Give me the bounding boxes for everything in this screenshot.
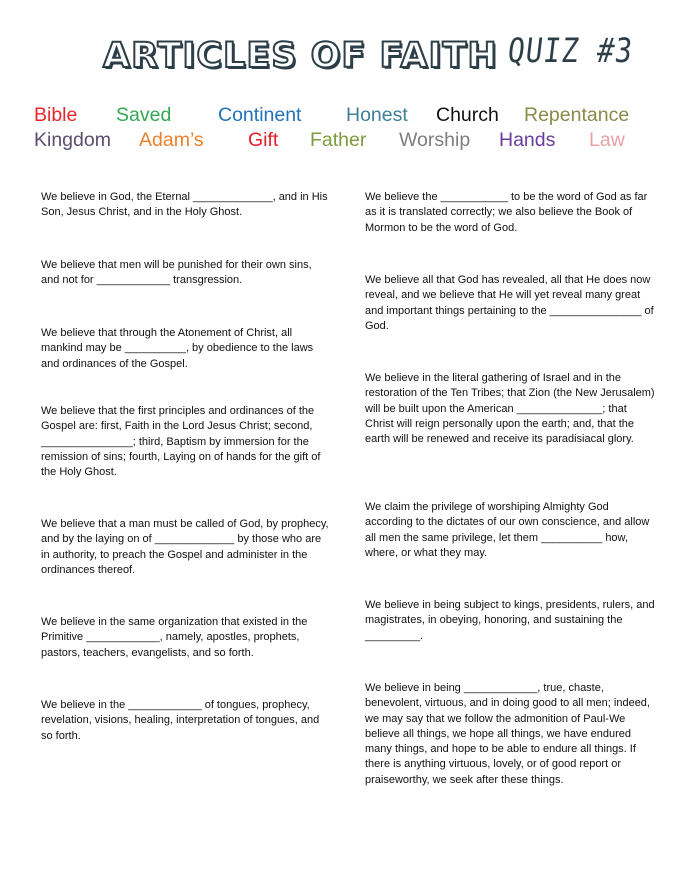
word-bank-word: Church: [436, 104, 499, 126]
article-paragraph: We believe in the same organization that existed in the Primitive ____________, namely, apostles, prophets, pastors, teachers, evangelists, and so forth.: [41, 616, 308, 659]
word-bank: [34, 103, 674, 153]
word-bank-row-2: [34, 128, 674, 153]
word-bank-word: Saved: [116, 104, 172, 126]
word-bank-word: Hands: [499, 129, 556, 151]
article-paragraph: We believe in God, the Eternal _____________, and in His Son, Jesus Christ, and in the Holy Ghost.: [41, 191, 328, 219]
word-bank-word: Kingdom: [34, 129, 111, 151]
page-title: ARTICLES OF FAITH: [103, 36, 498, 76]
word-bank-word: Bible: [34, 104, 78, 126]
quiz-number-label: QUIZ #3: [505, 30, 636, 71]
word-bank-word: Honest: [346, 104, 408, 126]
word-bank-word: Gift: [248, 129, 279, 151]
article-paragraph: We believe in being subject to kings, presidents, rulers, and magistrates, in obeying, honoring, and sustaining the _________.: [365, 599, 655, 642]
article-paragraph: We believe in the ____________ of tongues, prophecy, revelation, visions, healing, interpretation of tongues, and so forth.: [41, 699, 320, 742]
word-bank-word: Worship: [399, 129, 471, 151]
article-paragraph: We believe that men will be punished for their own sins, and not for ____________ transgression.: [41, 259, 312, 287]
word-bank-word: Adam’s: [139, 129, 204, 151]
word-bank-word: Law: [589, 129, 625, 151]
word-bank-word: Continent: [218, 104, 302, 126]
article-paragraph: We believe in the literal gathering of Israel and in the restoration of the Ten Tribes; that Zion (the New Jerusalem) will be built upon the American ______________; that Christ will reign personally upon the earth; and, that the earth will be renewed and receive its paradisiacal glory.: [365, 372, 655, 446]
article-paragraph: We believe that the first principles and ordinances of the Gospel are: first, Faith in the Lord Jesus Christ; second, _______________; third, Baptism by immersion for the remission of sins; fourth, Laying on of hands for the gift of the Holy Ghost.: [41, 405, 321, 479]
article-paragraph: We believe the ___________ to be the word of God as far as it is translated correctly; we also believe the Book of Mormon to be the word of God.: [365, 191, 648, 234]
article-paragraph: We claim the privilege of worshiping Almighty God according to the dictates of our own conscience, and allow all men the same privilege, let them __________ how, where, or what they may.: [365, 501, 650, 559]
word-bank-word: Father: [310, 129, 367, 151]
article-paragraph: We believe all that God has revealed, all that He does now reveal, and we believe that He will yet reveal many great and important things pertaining to the _______________ of God.: [365, 274, 654, 332]
article-paragraph: We believe that a man must be called of God, by prophecy, and by the laying on of _____________ by those who are in authority, to preach the Gospel and administer in the ordinances thereof.: [41, 518, 329, 576]
word-bank-word: Repentance: [524, 104, 630, 126]
article-paragraph: We believe in being ____________, true, chaste, benevolent, virtuous, and in doing good to all men; indeed, we may say that we follow the admonition of Paul-We believe all things, we hope all things, we have endured many things, and hope to be able to endure all things. If there is anything virtuous, lovely, or of good report or praiseworthy, we seek after these things.: [365, 682, 650, 786]
header: [0, 28, 688, 88]
word-bank-row-1: [34, 103, 674, 128]
article-paragraph: We believe that through the Atonement of Christ, all mankind may be __________, by obedience to the laws and ordinances of the Gospel.: [41, 327, 314, 370]
